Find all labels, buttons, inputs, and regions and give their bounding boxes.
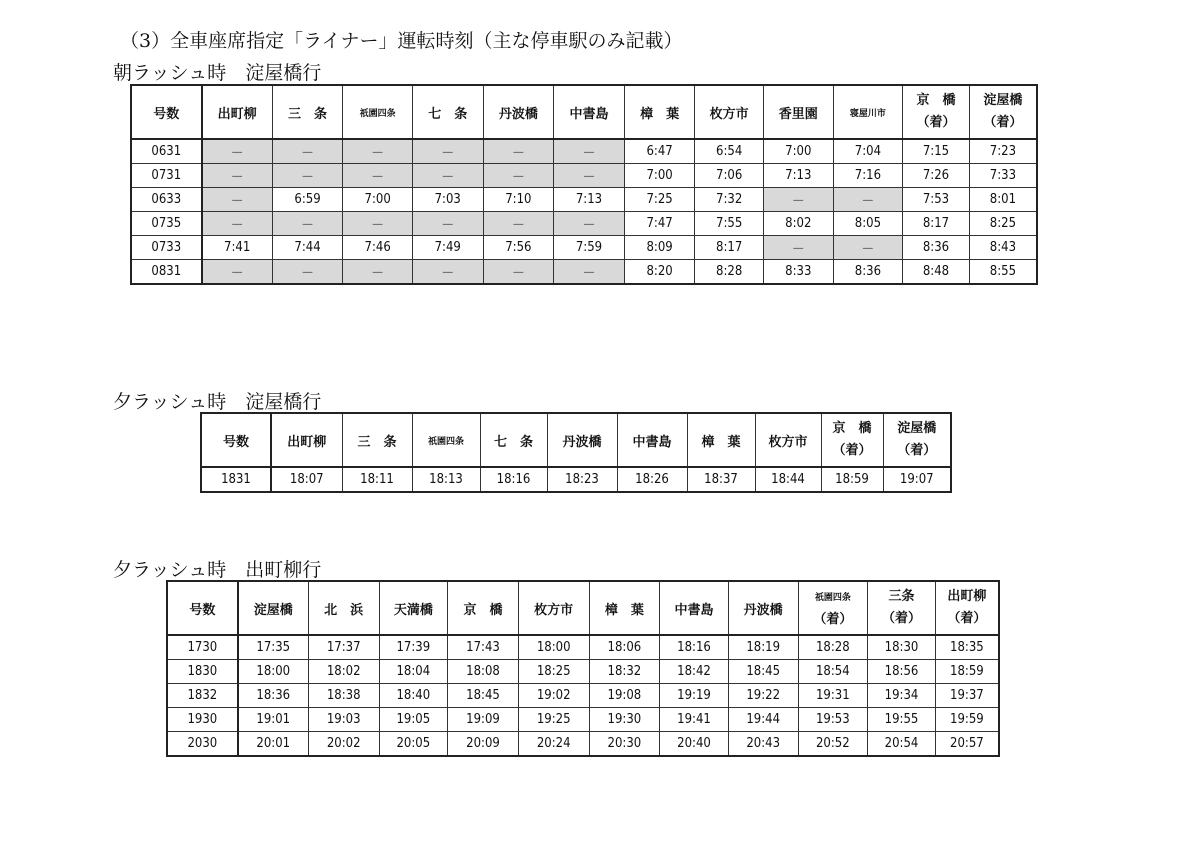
column-header: [755, 413, 821, 467]
column-header-arrival-note: （着）: [983, 115, 1023, 130]
time-cell: 18:25: [518, 660, 589, 684]
time-cell: 8:48: [903, 260, 970, 285]
column-header: [480, 413, 547, 467]
time-cell: 18:42: [660, 660, 729, 684]
header-row: [167, 581, 999, 635]
column-header-label: 枚方市: [534, 602, 574, 618]
time-cell: 18:02: [308, 660, 379, 684]
time-cell: 20:43: [728, 732, 798, 757]
time-cell: 20:24: [518, 732, 589, 757]
train-number-cell: 1730: [167, 635, 238, 660]
time-cell: 18:36: [238, 684, 309, 708]
train-number-cell: 0731: [131, 164, 202, 188]
time-cell: 18:08: [448, 660, 519, 684]
column-header-label: 出町柳: [947, 589, 987, 604]
time-cell: －: [554, 260, 625, 285]
time-cell: 7:04: [833, 139, 903, 164]
column-header: [624, 85, 695, 139]
time-cell: 19:34: [868, 684, 936, 708]
column-header-label: 京 橋: [832, 421, 872, 436]
time-cell: 18:04: [379, 660, 448, 684]
column-header: [903, 85, 970, 139]
time-cell: －: [763, 236, 833, 260]
table-row: [167, 684, 999, 708]
time-cell: 7:00: [763, 139, 833, 164]
time-cell: 19:44: [728, 708, 798, 732]
time-cell: －: [272, 164, 343, 188]
time-cell: 7:44: [272, 236, 343, 260]
column-header: [883, 413, 951, 467]
time-cell: －: [483, 164, 554, 188]
column-header-label: 天満橋: [393, 602, 433, 618]
column-header: [342, 413, 412, 467]
table-row: [201, 467, 951, 492]
table-row: [167, 660, 999, 684]
time-cell: 19:30: [589, 708, 660, 732]
time-cell: 8:02: [763, 212, 833, 236]
time-cell: －: [554, 139, 625, 164]
time-cell: 20:54: [868, 732, 936, 757]
time-cell: 6:47: [624, 139, 695, 164]
train-number-cell: 2030: [167, 732, 238, 757]
table-row: [167, 708, 999, 732]
column-header-label: 樟 葉: [604, 602, 644, 618]
time-cell: 7:00: [624, 164, 695, 188]
column-header-arrival-note: （着）: [897, 443, 937, 458]
time-cell: －: [483, 212, 554, 236]
time-cell: 19:07: [883, 467, 951, 492]
evening-demachiyanagi-heading: 夕ラッシュ時 出町柳行: [113, 559, 322, 581]
time-cell: 7:33: [969, 164, 1037, 188]
column-header: [547, 413, 617, 467]
time-cell: 7:47: [624, 212, 695, 236]
time-cell: 20:40: [660, 732, 729, 757]
column-header: [238, 581, 309, 635]
time-cell: 8:28: [695, 260, 764, 285]
table-row: [131, 139, 1037, 164]
time-cell: 18:00: [518, 635, 589, 660]
time-cell: 17:43: [448, 635, 519, 660]
time-cell: 8:55: [969, 260, 1037, 285]
time-cell: 19:41: [660, 708, 729, 732]
time-cell: 18:06: [589, 635, 660, 660]
time-cell: －: [833, 188, 903, 212]
time-cell: 7:10: [483, 188, 554, 212]
column-header: [687, 413, 755, 467]
table-row: [131, 188, 1037, 212]
time-cell: 8:25: [969, 212, 1037, 236]
time-cell: 19:31: [798, 684, 868, 708]
column-header-label: 号数: [222, 434, 249, 450]
column-header-label: 出町柳: [287, 434, 327, 450]
column-header: [167, 581, 238, 635]
time-cell: 7:41: [202, 236, 273, 260]
time-cell: 19:03: [308, 708, 379, 732]
column-header-label: 淀屋橋: [253, 602, 293, 618]
column-header-label: 三 条: [288, 106, 328, 122]
evening-yodoyabashi-timetable: [200, 412, 952, 493]
time-cell: 8:01: [969, 188, 1037, 212]
time-cell: 7:03: [412, 188, 483, 212]
evening-demachiyanagi-timetable: [166, 580, 1000, 757]
time-cell: －: [343, 164, 413, 188]
column-header-arrival-note: （着）: [832, 443, 872, 458]
time-cell: －: [763, 188, 833, 212]
time-cell: 19:01: [238, 708, 309, 732]
time-cell: 8:36: [903, 236, 970, 260]
time-cell: 7:06: [695, 164, 764, 188]
time-cell: 7:13: [763, 164, 833, 188]
table-row: [131, 236, 1037, 260]
time-cell: 18:54: [798, 660, 868, 684]
time-cell: 18:32: [589, 660, 660, 684]
column-header-label: 祇園四条: [359, 108, 396, 119]
column-header-label: 丹波橋: [743, 602, 783, 618]
time-cell: 20:05: [379, 732, 448, 757]
column-header-label: 淀屋橋: [897, 421, 937, 436]
train-number-cell: 1830: [167, 660, 238, 684]
column-header: [728, 581, 798, 635]
train-number-cell: 1930: [167, 708, 238, 732]
column-header-label: 七 条: [428, 106, 468, 122]
table-row: [131, 260, 1037, 285]
train-number-cell: 0831: [131, 260, 202, 285]
time-cell: －: [412, 212, 483, 236]
column-header: [695, 85, 764, 139]
time-cell: 20:57: [935, 732, 999, 757]
document-title: （3）全車座席指定「ライナー」運転時刻（主な停車駅のみ記載）: [120, 30, 683, 52]
time-cell: －: [412, 139, 483, 164]
time-cell: －: [483, 260, 554, 285]
time-cell: 19:08: [589, 684, 660, 708]
time-cell: 17:37: [308, 635, 379, 660]
time-cell: 18:11: [342, 467, 412, 492]
column-header-label: 樟 葉: [701, 434, 741, 450]
time-cell: 18:56: [868, 660, 936, 684]
column-header: [833, 85, 903, 139]
train-number-cell: 0735: [131, 212, 202, 236]
time-cell: 18:45: [448, 684, 519, 708]
column-header-label: 香里園: [778, 106, 818, 122]
time-cell: 8:17: [903, 212, 970, 236]
column-header: [379, 581, 448, 635]
time-cell: 20:09: [448, 732, 519, 757]
column-header-label: 出町柳: [217, 106, 257, 122]
train-number-cell: 0733: [131, 236, 202, 260]
time-cell: 18:19: [728, 635, 798, 660]
column-header: [201, 413, 271, 467]
time-cell: 7:56: [483, 236, 554, 260]
column-header-label: 淀屋橋: [983, 93, 1023, 108]
evening-yodoyabashi-heading: 夕ラッシュ時 淀屋橋行: [113, 391, 322, 413]
time-cell: －: [343, 260, 413, 285]
time-cell: 7:55: [695, 212, 764, 236]
time-cell: －: [202, 260, 273, 285]
time-cell: 18:26: [617, 467, 687, 492]
time-cell: －: [412, 164, 483, 188]
time-cell: －: [272, 260, 343, 285]
table-row: [131, 212, 1037, 236]
column-header-label: 号数: [153, 106, 180, 122]
column-header: [660, 581, 729, 635]
column-header: [202, 85, 273, 139]
time-cell: 18:35: [935, 635, 999, 660]
column-header-label: 丹波橋: [498, 106, 538, 122]
time-cell: 7:59: [554, 236, 625, 260]
time-cell: －: [202, 139, 273, 164]
time-cell: 7:15: [903, 139, 970, 164]
time-cell: －: [272, 212, 343, 236]
time-cell: 18:30: [868, 635, 936, 660]
column-header: [868, 581, 936, 635]
column-header-arrival-note: （着）: [813, 611, 853, 627]
time-cell: －: [272, 139, 343, 164]
time-cell: 18:23: [547, 467, 617, 492]
column-header-label: 京 橋: [463, 602, 503, 618]
table-row: [167, 732, 999, 757]
time-cell: 7:16: [833, 164, 903, 188]
column-header-label: 号数: [189, 602, 216, 618]
column-header-label: 北 浜: [324, 602, 364, 618]
time-cell: 7:46: [343, 236, 413, 260]
table-row: [167, 635, 999, 660]
header-row: [201, 413, 951, 467]
column-header-label: 枚方市: [709, 106, 749, 122]
time-cell: 7:13: [554, 188, 625, 212]
column-header-arrival-note: （着）: [881, 611, 921, 626]
time-cell: －: [343, 139, 413, 164]
time-cell: 18:00: [238, 660, 309, 684]
column-header: [308, 581, 379, 635]
time-cell: 19:55: [868, 708, 936, 732]
time-cell: 19:25: [518, 708, 589, 732]
time-cell: 20:30: [589, 732, 660, 757]
column-header: [448, 581, 519, 635]
column-header-label: 祇園四条: [814, 592, 851, 603]
column-header-arrival-note: （着）: [947, 611, 987, 626]
time-cell: 7:32: [695, 188, 764, 212]
column-header-arrival-note: （着）: [916, 115, 956, 130]
time-cell: 17:35: [238, 635, 309, 660]
time-cell: 6:54: [695, 139, 764, 164]
column-header: [935, 581, 999, 635]
column-header-label: 丹波橋: [562, 434, 602, 450]
column-header: [412, 413, 480, 467]
time-cell: 8:09: [624, 236, 695, 260]
time-cell: －: [202, 188, 273, 212]
time-cell: －: [483, 139, 554, 164]
time-cell: 6:59: [272, 188, 343, 212]
time-cell: 7:00: [343, 188, 413, 212]
time-cell: －: [202, 164, 273, 188]
time-cell: －: [202, 212, 273, 236]
column-header: [763, 85, 833, 139]
column-header-label: 中書島: [674, 602, 714, 618]
time-cell: 8:33: [763, 260, 833, 285]
time-cell: －: [343, 212, 413, 236]
time-cell: 8:36: [833, 260, 903, 285]
time-cell: 7:49: [412, 236, 483, 260]
column-header: [271, 413, 342, 467]
time-cell: 7:23: [969, 139, 1037, 164]
train-number-cell: 0631: [131, 139, 202, 164]
column-header-label: 寝屋川市: [849, 108, 886, 119]
column-header: [518, 581, 589, 635]
train-number-cell: 1832: [167, 684, 238, 708]
column-header-label: 三条: [888, 589, 915, 604]
column-header: [412, 85, 483, 139]
column-header-label: 中書島: [569, 106, 609, 122]
time-cell: 19:59: [935, 708, 999, 732]
column-header: [483, 85, 554, 139]
time-cell: 7:26: [903, 164, 970, 188]
time-cell: 18:59: [821, 467, 883, 492]
column-header-label: 中書島: [632, 434, 672, 450]
column-header: [131, 85, 202, 139]
time-cell: －: [833, 236, 903, 260]
time-cell: 19:09: [448, 708, 519, 732]
column-header-label: 樟 葉: [640, 106, 680, 122]
column-header: [617, 413, 687, 467]
time-cell: 20:02: [308, 732, 379, 757]
time-cell: 18:59: [935, 660, 999, 684]
column-header: [343, 85, 413, 139]
time-cell: 18:16: [480, 467, 547, 492]
time-cell: 18:28: [798, 635, 868, 660]
time-cell: 8:17: [695, 236, 764, 260]
header-row: [131, 85, 1037, 139]
time-cell: 7:25: [624, 188, 695, 212]
time-cell: 19:22: [728, 684, 798, 708]
time-cell: 18:07: [271, 467, 342, 492]
time-cell: 20:01: [238, 732, 309, 757]
time-cell: 19:05: [379, 708, 448, 732]
column-header: [821, 413, 883, 467]
time-cell: 18:37: [687, 467, 755, 492]
time-cell: 19:02: [518, 684, 589, 708]
time-cell: 18:45: [728, 660, 798, 684]
time-cell: 19:19: [660, 684, 729, 708]
column-header-label: 京 橋: [916, 93, 956, 108]
time-cell: －: [554, 212, 625, 236]
morning-heading: 朝ラッシュ時 淀屋橋行: [113, 62, 322, 84]
train-number-cell: 1831: [201, 467, 271, 492]
time-cell: 17:39: [379, 635, 448, 660]
time-cell: 8:43: [969, 236, 1037, 260]
time-cell: －: [554, 164, 625, 188]
morning-timetable: [130, 84, 1038, 285]
train-number-cell: 0633: [131, 188, 202, 212]
time-cell: 8:20: [624, 260, 695, 285]
time-cell: －: [412, 260, 483, 285]
time-cell: 19:53: [798, 708, 868, 732]
time-cell: 7:53: [903, 188, 970, 212]
column-header-label: 七 条: [493, 434, 533, 450]
time-cell: 18:44: [755, 467, 821, 492]
time-cell: 18:38: [308, 684, 379, 708]
column-header-label: 三 条: [357, 434, 397, 450]
table-row: [131, 164, 1037, 188]
time-cell: 20:52: [798, 732, 868, 757]
column-header: [554, 85, 625, 139]
time-cell: 18:13: [412, 467, 480, 492]
column-header: [272, 85, 343, 139]
column-header: [798, 581, 868, 635]
time-cell: 18:16: [660, 635, 729, 660]
column-header-label: 枚方市: [768, 434, 808, 450]
column-header: [589, 581, 660, 635]
time-cell: 18:40: [379, 684, 448, 708]
time-cell: 8:05: [833, 212, 903, 236]
column-header: [969, 85, 1037, 139]
time-cell: 19:37: [935, 684, 999, 708]
column-header-label: 祇園四条: [427, 436, 464, 447]
